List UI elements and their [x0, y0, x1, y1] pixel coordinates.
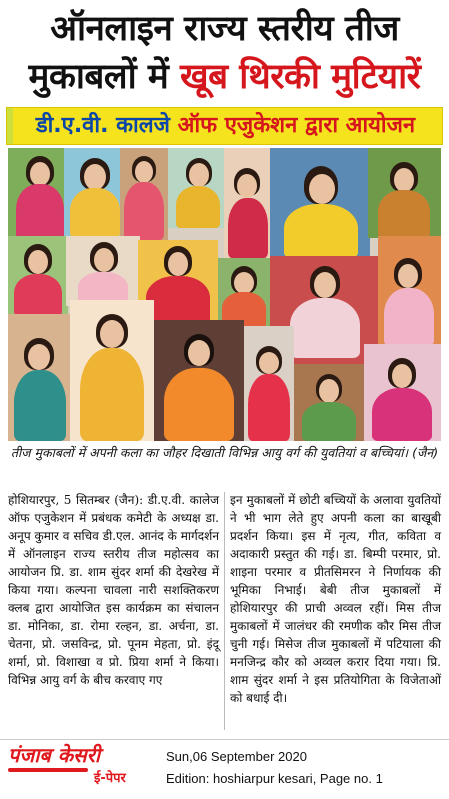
- collage-tile: [270, 148, 370, 258]
- banner-text-red: ऑफ एजुकेशन द्वारा आयोजन: [177, 113, 416, 138]
- banner-text: [7, 108, 444, 144]
- column-divider: [224, 492, 225, 730]
- collage-tile: [378, 236, 441, 346]
- collage-tile: [154, 320, 244, 441]
- photo-caption: तीज मुकाबलों में अपनी कला का जौहर दिखाती विभिन्न आयु वर्ग की युवतियां व बच्चियां। (जैन): [10, 445, 439, 460]
- collage-tile: [8, 314, 72, 441]
- logo-swoosh: [8, 768, 88, 772]
- collage-tile: [218, 258, 270, 328]
- article-column-2: [230, 491, 441, 707]
- subheadline-banner: [6, 107, 443, 145]
- headline-line-2: [0, 54, 449, 100]
- headline-line-2-red: खूब थिरकी मुटियारें: [179, 57, 421, 97]
- collage-tile: [224, 148, 272, 258]
- article-column-1-text: होशियारपुर, 5 सितम्बर (जैन): डी.ए.वी. कालेज ऑफ एजुकेशन में प्रबंधक कमेटी के अध्यक्ष डा. अनूप कुमार व सचिव डी.एल. आनंद के मार्गदर्शन में ऑनलाइन राज्य स्तरीय तीज महोत्सव का आयोजन प्रि. डा. शाम सुंदर शर्मा की देखरेख में किया गया। कल्पना चावला नारी सशक्तिकरण क्लब द्वारा आयोजित इस कार्यक्रम का संचालन डा. मोनिका, डा. रोमा रल्हन, डा. अर्चना, डा. चेतना, प्रो. जसविन्द्र, प्रो. पूनम मेहता, प्रो. इंदू शर्मा, प्रो. विशाखा व प्रो. प्रिया शर्मा ने किया। विभिन्न आयु वर्ग के बीच करवाए गए: [8, 493, 219, 687]
- collage-tile: [244, 326, 294, 441]
- collage-tile: [364, 344, 441, 441]
- collage-tile: [8, 148, 70, 238]
- collage-tile: [294, 364, 364, 441]
- collage-tile: [66, 236, 140, 306]
- collage-tile: [368, 148, 441, 238]
- logo-sub-text: ई-पेपर: [94, 771, 126, 786]
- collage-photo: [8, 148, 441, 441]
- collage-tile: [64, 148, 124, 236]
- edition-name: Edition: hoshiarpur kesari, Page no. 1: [166, 771, 383, 786]
- article-column-1: [8, 491, 219, 689]
- headline-line-2-black: मुकाबलों में: [28, 57, 180, 97]
- edition-date: Sun,06 September 2020: [166, 749, 307, 764]
- banner-text-blue: डी.ए.वी. कालजे: [35, 113, 178, 138]
- punjab-kesari-logo: [8, 742, 158, 794]
- headline-line-1: ऑनलाइन राज्य स्तरीय तीज: [50, 9, 399, 49]
- footer-divider: [0, 739, 449, 740]
- collage-tile: [168, 148, 228, 228]
- collage-tile: [70, 300, 154, 441]
- logo-main-text: पंजाब केसरी: [8, 743, 101, 767]
- collage-tile: [120, 148, 168, 240]
- collage-tile: [8, 236, 68, 316]
- article-column-2-text: इन मुकाबलों में छोटी बच्चियों के अलावा युवतियों ने भी भाग लेते हुए अपनी कला का बाखूबी प्रदर्शन किया। इस में नृत्य, गीत, कविता व अदाकारी प्रस्तुत की गई। डा. बिम्पी परमार, प्रो. शाइना परमार व प्रीतसिमरन ने निर्णायक की भूमिका निभाई। बेबी तीज मुकाबलों में होशियारपुर की प्राची अव्वल रहीं। मिस तीज मुकाबलों में जालंधर की रमणीक कौर मिस तीज चुनी गई। मिसेज तीज मुकाबलों में पटियाला की मनजिन्द्र कौर को अव्वल करार दिया गया। प्रि. शाम सुंदर शर्मा ने इस प्रतियोगिता के विजेताओं को बधाई दी।: [230, 493, 441, 705]
